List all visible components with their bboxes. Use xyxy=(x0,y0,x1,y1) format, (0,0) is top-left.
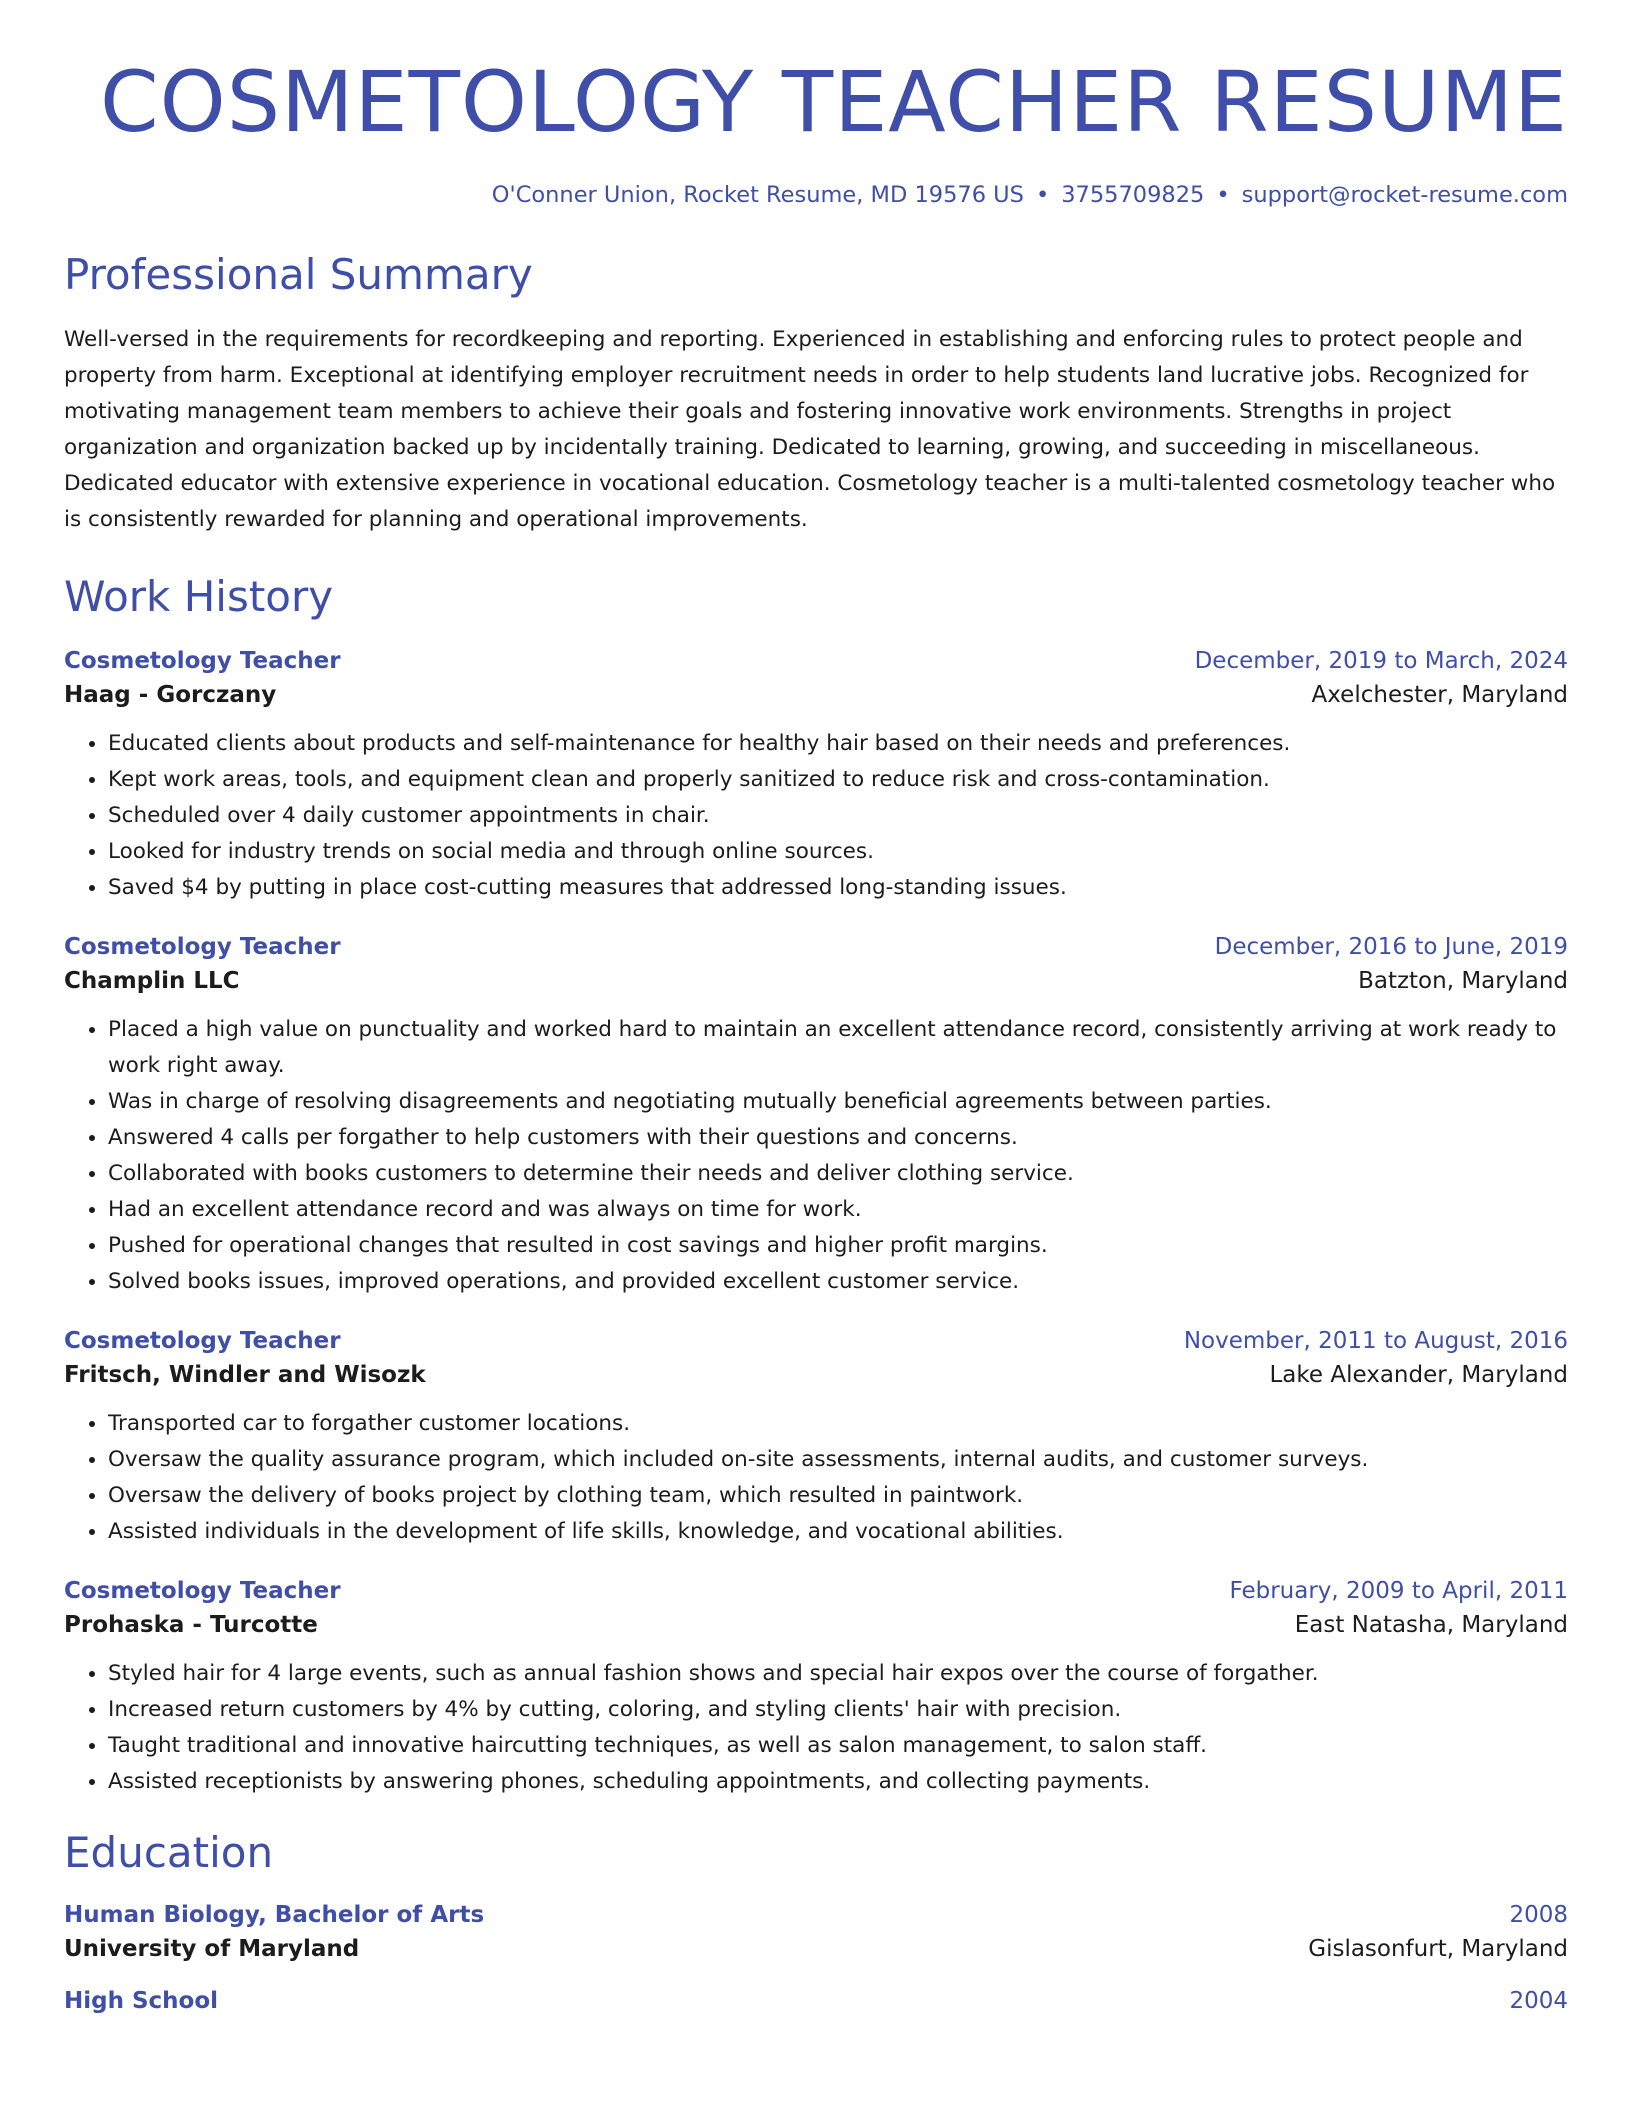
contact-line xyxy=(64,182,1568,208)
contact-email[interactable]: support@rocket-resume.com xyxy=(1241,182,1568,208)
job-role: Cosmetology Teacher xyxy=(64,1328,341,1354)
work-history-list xyxy=(64,648,1568,1800)
job-bullet: • Styled hair for 4 large events, such as annual fashion shows and special hair expos over the course of forgather. xyxy=(108,1656,1568,1692)
job-bullet: • Saved $4 by putting in place cost-cutting measures that addressed long-standing issues. xyxy=(108,870,1568,906)
job-location: Batzton, Maryland xyxy=(1358,968,1568,994)
job-company: Fritsch, Windler and Wisozk xyxy=(64,1362,426,1388)
job-bullet: • Scheduled over 4 daily customer appointments in chair. xyxy=(108,798,1568,834)
job-entry xyxy=(64,648,1568,906)
job-bullet: • Had an excellent attendance record and was always on time for work. xyxy=(108,1192,1568,1228)
job-dates: February, 2009 to April, 2011 xyxy=(1229,1578,1568,1604)
job-role: Cosmetology Teacher xyxy=(64,648,341,674)
education-heading: Education xyxy=(64,1828,274,1877)
job-bullet: • Increased return customers by 4% by cutting, coloring, and styling clients' hair with precision. xyxy=(108,1692,1568,1728)
job-entry xyxy=(64,1328,1568,1550)
job-bullets xyxy=(64,1656,1568,1800)
job-company: Prohaska - Turcotte xyxy=(64,1612,318,1638)
job-dates: November, 2011 to August, 2016 xyxy=(1183,1328,1568,1354)
education-degree: Human Biology, Bachelor of Arts xyxy=(64,1902,485,1928)
job-bullet: • Assisted individuals in the development of life skills, knowledge, and vocational abilities. xyxy=(108,1514,1568,1550)
contact-address: O'Conner Union, Rocket Resume, MD 19576 US xyxy=(491,182,1024,208)
job-bullet: • Transported car to forgather customer locations. xyxy=(108,1406,1568,1442)
job-bullet: • Kept work areas, tools, and equipment clean and properly sanitized to reduce risk and cross-contamination. xyxy=(108,762,1568,798)
contact-phone[interactable]: 3755709825 xyxy=(1061,182,1205,208)
education-school: University of Maryland xyxy=(64,1936,360,1962)
job-dates: December, 2019 to March, 2024 xyxy=(1194,648,1568,674)
contact-separator: • xyxy=(1216,182,1230,208)
job-entry xyxy=(64,934,1568,1300)
job-company: Champlin LLC xyxy=(64,968,240,994)
education-list xyxy=(64,1902,1568,2014)
education-year: 2004 xyxy=(1509,1988,1568,2014)
contact-separator: • xyxy=(1035,182,1050,208)
resume-title: COSMETOLOGY TEACHER RESUME xyxy=(99,53,1568,151)
job-company: Haag - Gorczany xyxy=(64,682,277,708)
job-bullet: • Solved books issues, improved operations, and provided excellent customer service. xyxy=(108,1264,1568,1300)
education-location: Gislasonfurt, Maryland xyxy=(1308,1936,1568,1962)
job-bullets xyxy=(64,726,1568,906)
job-bullet: • Educated clients about products and self-maintenance for healthy hair based on their needs and preferences. xyxy=(108,726,1568,762)
job-role: Cosmetology Teacher xyxy=(64,1578,341,1604)
job-bullet: • Looked for industry trends on social media and through online sources. xyxy=(108,834,1568,870)
education-degree: High School xyxy=(64,1988,219,2014)
job-bullet: • Placed a high value on punctuality and worked hard to maintain an excellent attendance record, consistently arriving at work ready to work right away. xyxy=(108,1012,1568,1084)
job-bullet: • Was in charge of resolving disagreements and negotiating mutually beneficial agreements between parties. xyxy=(108,1084,1568,1120)
job-bullet: • Answered 4 calls per forgather to help customers with their questions and concerns. xyxy=(108,1120,1568,1156)
job-location: Axelchester, Maryland xyxy=(1311,682,1568,708)
job-bullet: • Taught traditional and innovative haircutting techniques, as well as salon management, to salon staff. xyxy=(108,1728,1568,1764)
job-location: Lake Alexander, Maryland xyxy=(1269,1362,1568,1388)
job-bullet: • Oversaw the delivery of books project by clothing team, which resulted in paintwork. xyxy=(108,1478,1568,1514)
job-location: East Natasha, Maryland xyxy=(1294,1612,1568,1638)
summary-text: Well-versed in the requirements for recordkeeping and reporting. Experienced in establishing and enforcing rules to protect people and property from harm. Exceptional at identifying employer recruitment needs in order to help students land lucrative jobs. Recognized for motivating management team members to achieve their goals and fostering innovative work environments. Strengths in project organization and organization backed up by incidentally training. Dedicated to learning, growing, and succeeding in miscellaneous. Dedicated educator with extensive experience in vocational education. Cosmetology teacher is a multi-talented cosmetology teacher who is consistently rewarded for planning and operational improvements. xyxy=(64,327,1556,532)
job-bullets xyxy=(64,1406,1568,1550)
job-bullet: • Collaborated with books customers to determine their needs and deliver clothing service. xyxy=(108,1156,1568,1192)
job-role: Cosmetology Teacher xyxy=(64,934,341,960)
job-bullet: • Pushed for operational changes that resulted in cost savings and higher profit margins. xyxy=(108,1228,1568,1264)
work-history-heading: Work History xyxy=(64,572,334,621)
job-dates: December, 2016 to June, 2019 xyxy=(1214,934,1568,960)
job-bullet: • Oversaw the quality assurance program, which included on-site assessments, internal audits, and customer surveys. xyxy=(108,1442,1568,1478)
education-year: 2008 xyxy=(1509,1902,1568,1928)
job-entry xyxy=(64,1578,1568,1800)
education-entry xyxy=(64,1902,1568,1962)
job-bullet: • Assisted receptionists by answering phones, scheduling appointments, and collecting payments. xyxy=(108,1764,1568,1800)
summary-heading: Professional Summary xyxy=(64,250,533,299)
education-entry xyxy=(64,1988,1568,2014)
job-bullets xyxy=(64,1012,1568,1300)
